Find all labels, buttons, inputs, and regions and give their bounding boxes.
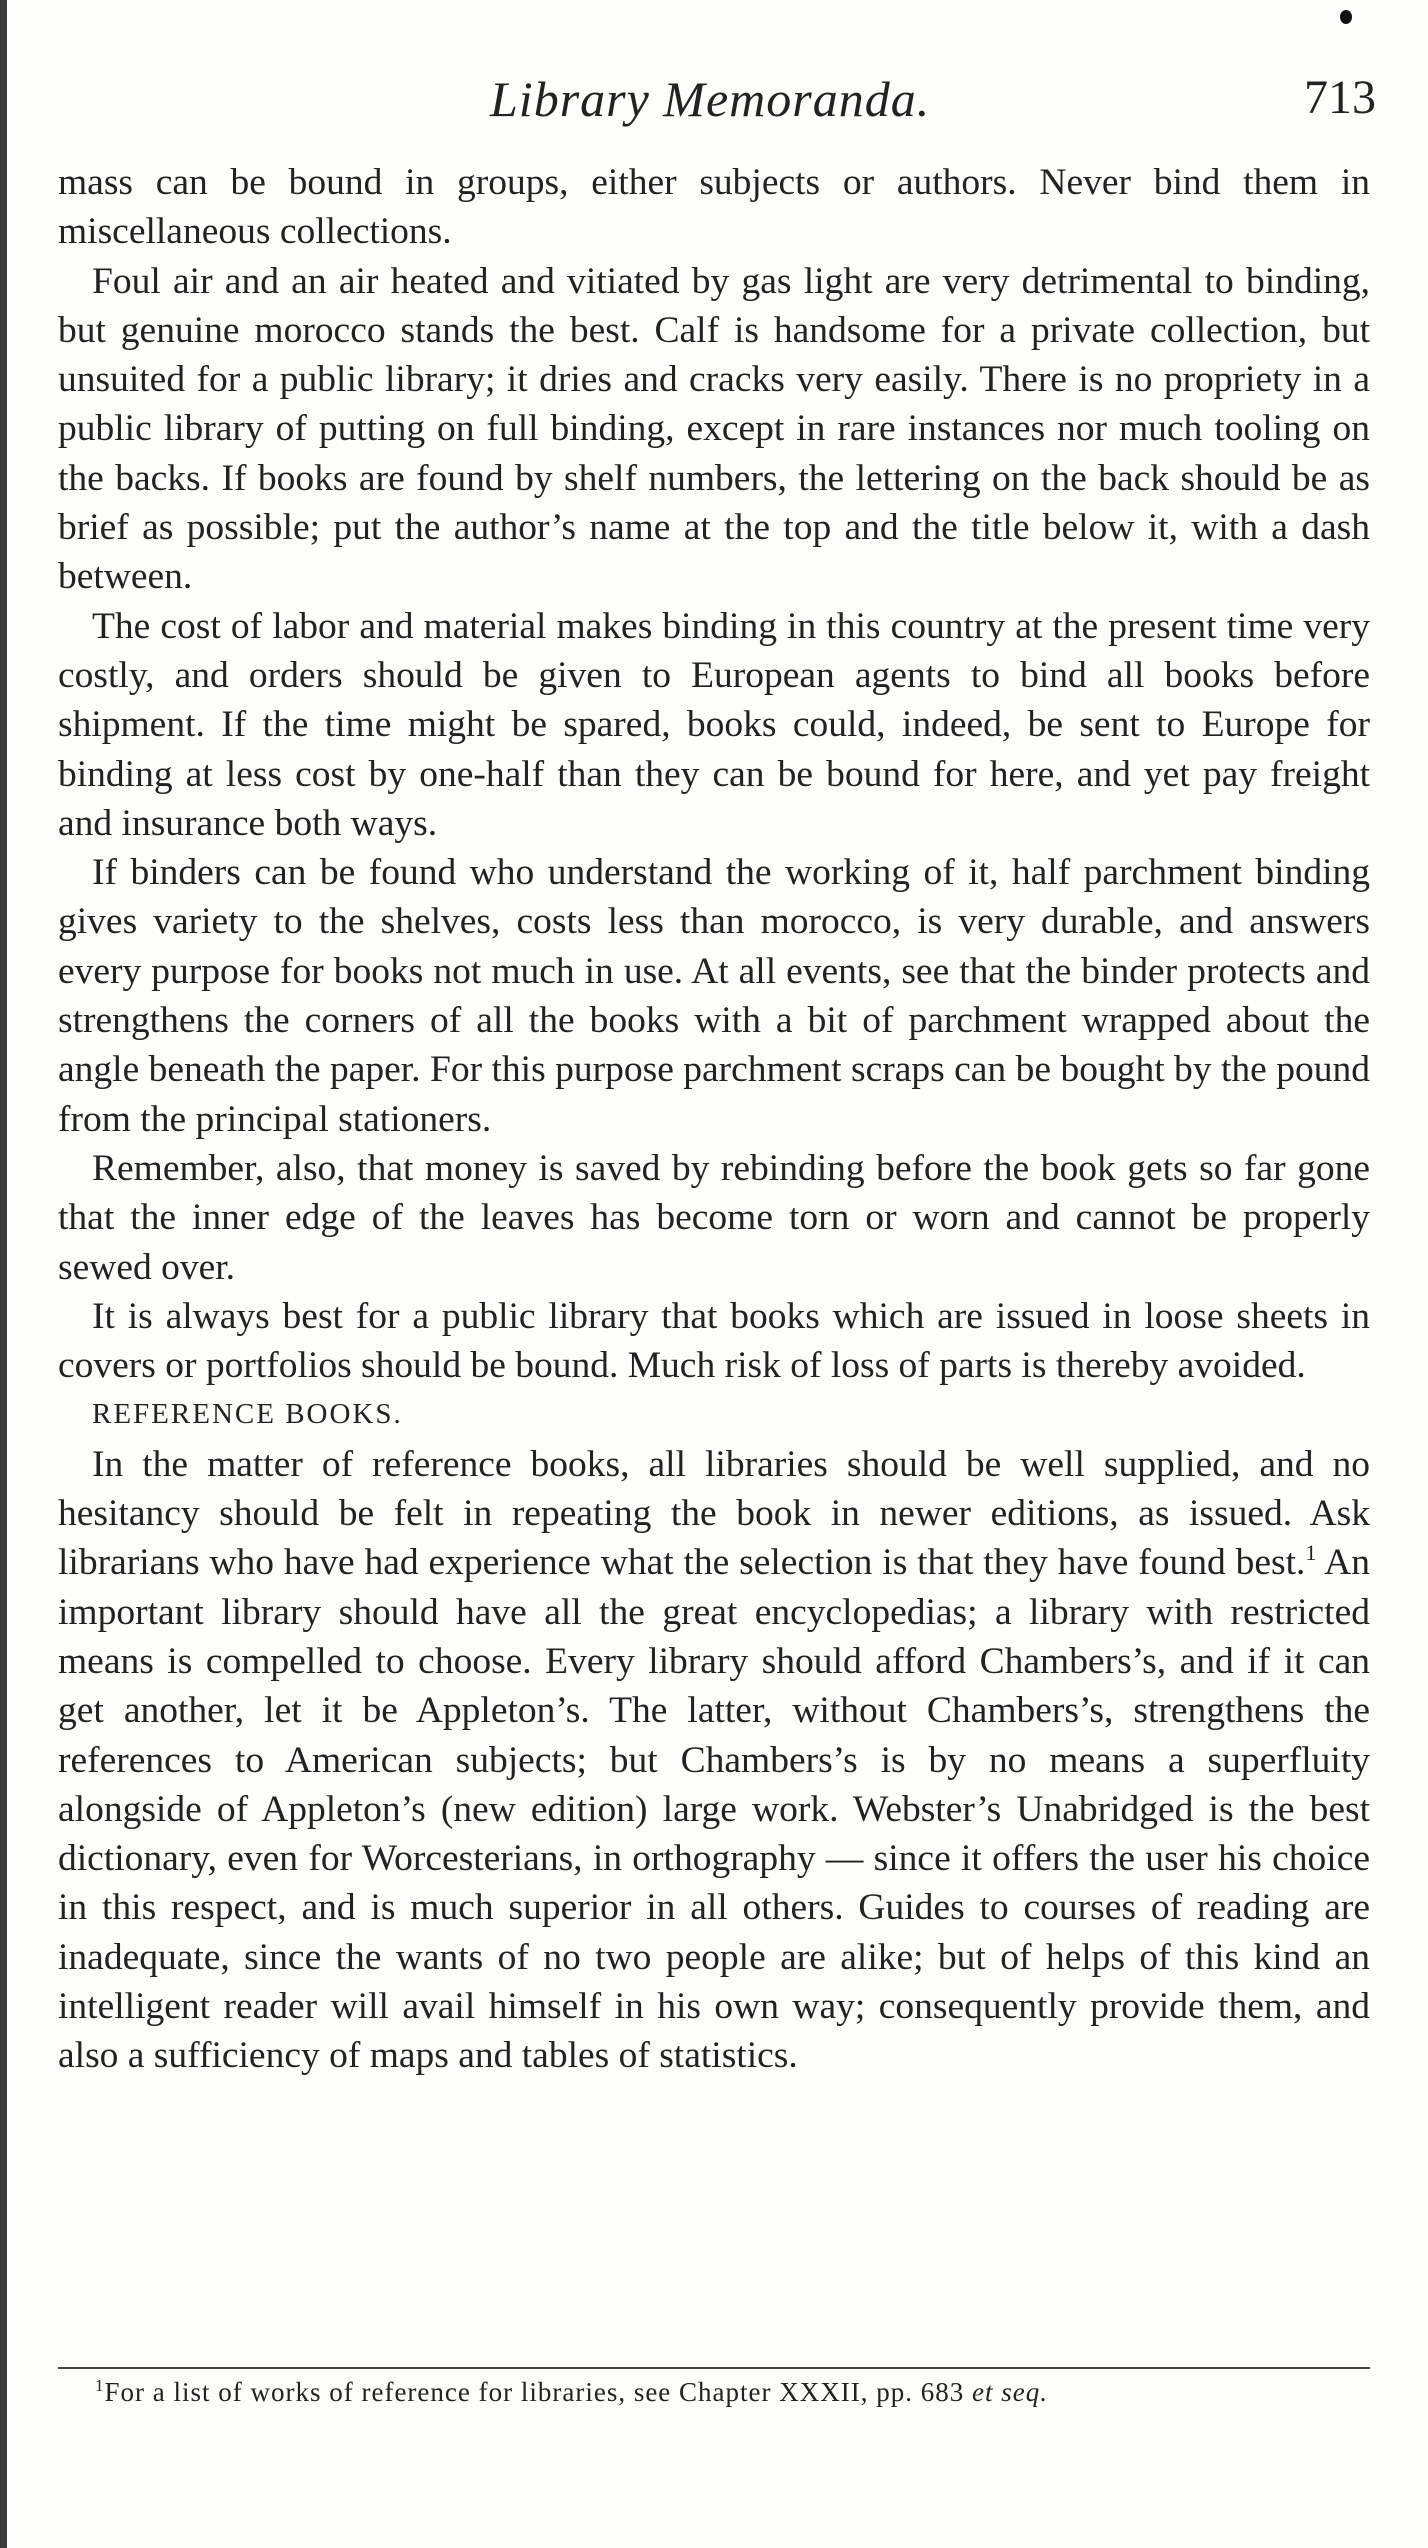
paragraph-reference-books [58,1440,1370,2081]
footnote-marker: 1 [95,2376,105,2395]
footnote-text: For a list of works of reference for libraries, see Chapter XXXII, pp. 683 [104,2377,965,2407]
reference-text-part2: An important library should have all the great encyclopedias; a library with restricted means is compelled to choose. Every library should afford Chambers’s, and if it can get another, let it be Appleton’s. The latter, without Chambers’s, strengthens the references to American subjects; but Chambers’s is by no means a superfluity alongside of Appleton’s (new edition) large work. Webster’s Unabridged is the best dictionary, even for Worcesterians, in orthography — since it offers the user his choice in this respect, and is much superior in all others. Guides to courses of reading are inadequate, since the wants of no two people are alike; but of helps of this kind an intelligent reader will avail himself in his own way; consequently provide them, and also a sufficiency of maps and tables of statistics. [58,1542,1370,2077]
page-number: 713 [1304,71,1376,124]
paragraph-continued: mass can be bound in groups, either subjects or authors. Never bind them in miscellaneous collections. [58,162,1370,253]
page-header [60,70,1376,140]
page-edge-rule [0,0,7,2548]
paragraph-half-parchment: If binders can be found who understand the working of it, half parchment binding gives variety to the shelves, costs less than morocco, is very durable, and answers every purpose for books not much in use. At all events, see that the binder protects and strengthens the corners of all the books with a bit of parchment wrapped about the angle beneath the paper. For this purpose parchment scraps can be bought by the pound from the principal stationers. [58,852,1370,1140]
body-text [58,158,1370,2081]
footnote-rule [58,2367,1370,2369]
paragraph-rebinding: Remember, also, that money is saved by rebinding before the book gets so far gone that the inner edge of the leaves has become torn or worn and cannot be properly sewed over. [58,1147,1370,1288]
running-title: Library Memoranda. [490,71,931,127]
paragraph-cost-of-labor: The cost of labor and material makes binding in this country at the present time very costly, and orders should be given to European agents to bind all books before shipment. If the time might be spared, books could, indeed, be sent to Europe for binding at less cost by one-half than they can be bound for here, and yet pay freight and insurance both ways. [58,605,1370,844]
section-heading: REFERENCE BOOKS. [92,1398,403,1431]
footnote-reference: 1 [1305,1540,1317,1566]
ink-speck [1340,10,1352,24]
footnote-italic: et seq. [972,2377,1048,2407]
footnote [95,2374,1355,2410]
reference-text-part1: In the matter of reference books, all libraries should be well supplied, and no hesitancy should be felt in repeating the book in newer editions, as issued. Ask librarians who have had experience what the selection is that they have found best. [58,1443,1370,1584]
paragraph-foul-air: Foul air and an air heated and vitiated by gas light are very detrimental to binding, but genuine morocco stands the best. Calf is handsome for a private collection, but unsuited for a public library; it dries and cracks very easily. There is no propriety in a public library of putting on full binding, except in rare instances nor much tooling on the backs. If books are found by shelf numbers, the lettering on the back should be as brief as possible; put the author’s name at the top and the title below it, with a dash between. [58,260,1370,598]
paragraph-loose-sheets: It is always best for a public library that books which are issued in loose sheets in covers or portfolios should be bound. Much risk of loss of parts is thereby avoided. [58,1295,1370,1387]
